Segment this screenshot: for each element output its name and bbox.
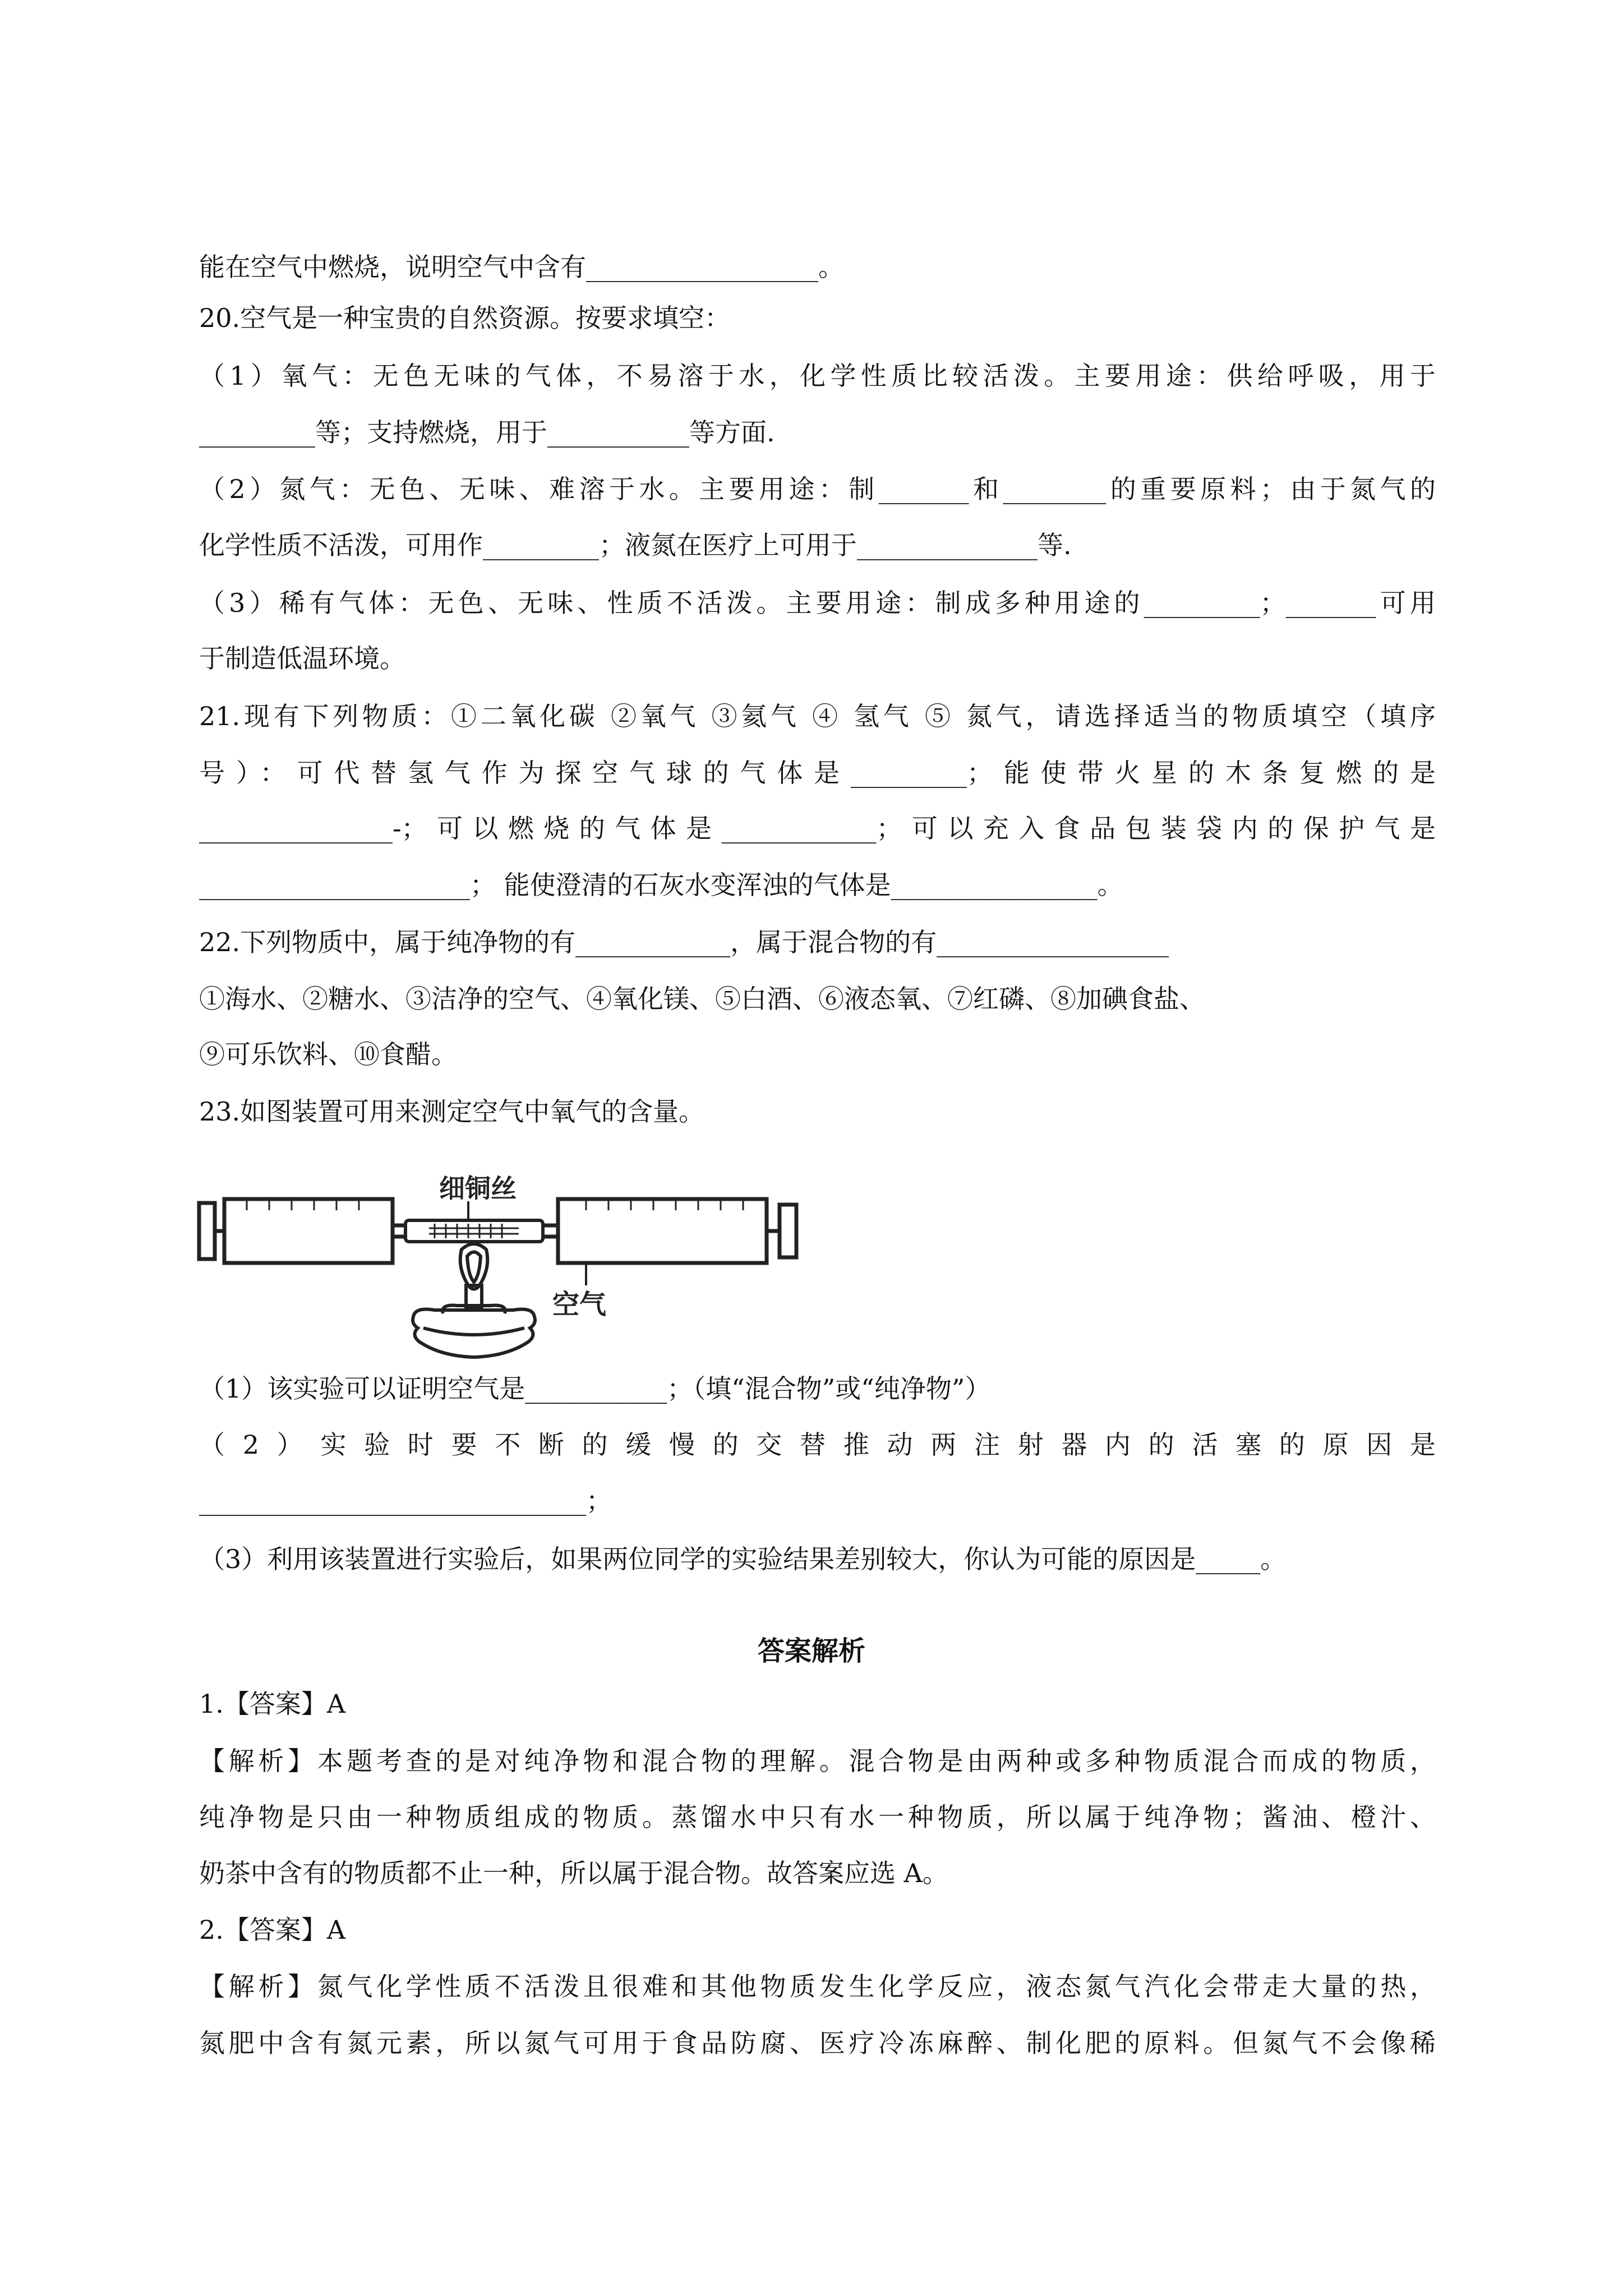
text-line: 纯净物是只由一种物质组成的物质。蒸馏水中只有水一种物质，所以属于纯净物；酱油、橙汁、: [199, 1802, 1436, 1832]
alcohol-lamp: [413, 1244, 535, 1357]
left-syringe: [199, 1199, 405, 1263]
text-line: （2）实验时要不断的缓慢的交替推动两注射器内的活塞的原因是: [199, 1430, 1436, 1460]
text-line: ______________________________；: [199, 1486, 612, 1516]
answers-title: 答案解析: [757, 1635, 865, 1667]
text-line: （3）利用该装置进行实验后，如果两位同学的实验结果差别较大，你认为可能的原因是_____。: [199, 1544, 1287, 1574]
question-23: 23.如图装置可用来测定空气中氧气的含量。: [199, 1096, 705, 1127]
text-line: _____________________； 能使澄清的石灰水变浑浊的气体是________________。: [199, 870, 1123, 900]
glass-tube: [405, 1220, 543, 1242]
text-line: （1）该实验可以证明空气是___________；（填“混合物”或“纯净物”）: [199, 1373, 991, 1404]
air-label: 空气: [552, 1289, 607, 1320]
answer-1: 1.【答案】A: [199, 1689, 346, 1719]
question-20: 20.空气是一种宝贵的自然资源。按要求填空：: [199, 303, 731, 333]
text-line: 氮肥中含有氮元素，所以氮气可用于食品防腐、医疗冷冻麻醉、制化肥的原料。但氮气不会像稀: [199, 2028, 1436, 2058]
text-line: _______________-；可以燃烧的气体是____________；可以充入食品包装袋内的保护气是: [199, 813, 1436, 843]
text-line: （1）氧气：无色无味的气体，不易溶于水，化学性质比较活泼。主要用途：供给呼吸，用于: [199, 361, 1436, 391]
text-line: （2）氮气：无色、无味、难溶于水。主要用途：制_______和________的重要原料；由于氮气的: [199, 474, 1436, 504]
copper-wire: [429, 1224, 519, 1238]
text-line: （3）稀有气体：无色、无味、性质不活泼。主要用途：制成多种用途的_________；_______可用: [199, 588, 1436, 618]
text-line: ①海水、②糖水、③洁净的空气、④氧化镁、⑤白酒、⑥液态氧、⑦红磷、⑧加碘食盐、: [199, 984, 1205, 1014]
text-line: 于制造低温环境。: [199, 643, 405, 674]
text-line: ⑨可乐饮料、⑩食醋。: [199, 1039, 457, 1069]
question-21: 21.现有下列物质：①二氧化碳 ②氧气 ③氦气 ④ 氢气 ⑤ 氮气，请选择适当的物质填空（填序: [199, 701, 1436, 731]
syringe-apparatus-figure: [193, 1138, 805, 1360]
question-22: 22.下列物质中，属于纯净物的有____________，属于混合物的有__________________: [199, 927, 1169, 957]
text-line: 奶茶中含有的物质都不止一种，所以属于混合物。故答案应选 A。: [199, 1858, 948, 1888]
text-line: _________等；支持燃烧，用于___________等方面.: [199, 417, 775, 448]
text-line: 号）：可代替氢气作为探空气球的气体是_________；能使带火星的木条复燃的是: [199, 758, 1436, 788]
text-line: 能在空气中燃烧，说明空气中含有__________________。: [199, 252, 844, 282]
answer-2: 2.【答案】A: [199, 1915, 346, 1945]
copper-wire-label: 细铜丝: [439, 1173, 517, 1204]
text-line: 【解析】本题考查的是对纯净物和混合物的理解。混合物是由两种或多种物质混合而成的物质，: [199, 1746, 1436, 1776]
text-line: 化学性质不活泼，可用作_________；液氮在医疗上可用于______________等.: [199, 530, 1072, 560]
right-syringe: [543, 1199, 796, 1263]
text-line: 【解析】氮气化学性质不活泼且很难和其他物质发生化学反应，液态氮气汽化会带走大量的热，: [199, 1971, 1436, 2002]
